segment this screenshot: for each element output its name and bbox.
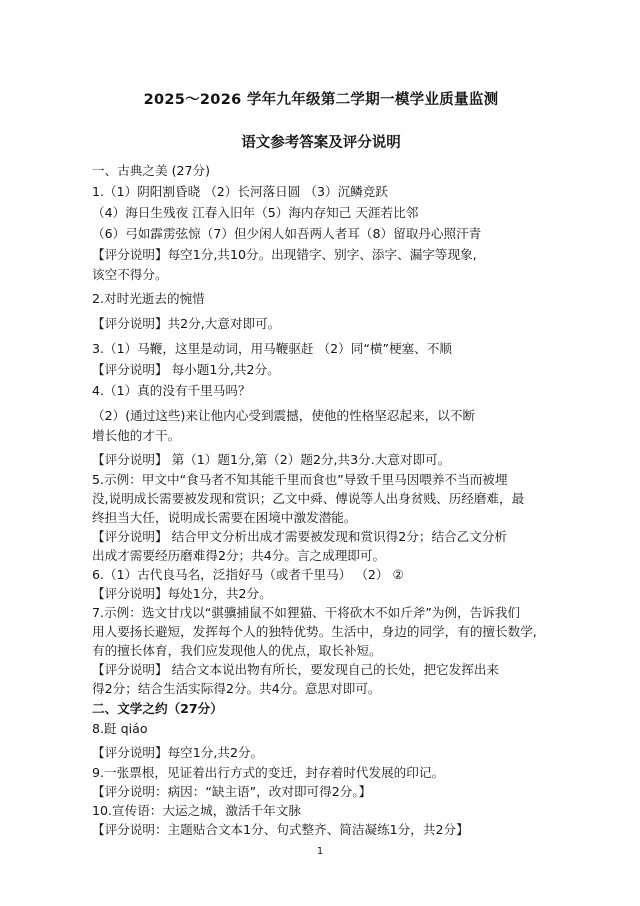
answer-line: 【评分说明】每空1分,共10分。出现错字、别字、添字、漏字等现象, xyxy=(92,247,477,262)
answer-line: （6）弓如霹雳弦惊（7）但少闲人如吾两人者耳（8）留取丹心照汗青 xyxy=(92,226,482,241)
answer-line: （4）海日生残夜 江春入旧年（5）海内存知己 天涯若比邻 xyxy=(92,205,419,220)
answer-line: 7.示例：选文甘戊以“骐骥捕鼠不如狸猫、干将砍木不如斤斧”为例，告诉我们 xyxy=(92,605,521,620)
answer-line: 8.跹 qiáo xyxy=(92,721,148,736)
answer-sheet-page xyxy=(92,88,550,839)
answer-line: 得2分；结合生活实际得2分。共4分。意思对即可。 xyxy=(92,681,381,696)
answer-line: 没,说明成长需要被发现和赏识；乙文中舜、傅说等人出身贫贱、历经磨难，最 xyxy=(92,491,525,506)
answer-line: 4.（1）真的没有千里马吗？ xyxy=(92,383,251,398)
answer-line: 10.宣传语：大运之城，激活千年文脉 xyxy=(92,803,301,818)
answer-line: 5.示例：甲文中“食马者不知其能千里而食也”导致千里马因喂养不当而被埋 xyxy=(92,472,508,487)
answer-line: 【评分说明】每空1分,共2分。 xyxy=(92,745,264,760)
answer-line: 【评分说明：病因：“缺主语”，改对即可得2分。】 xyxy=(92,784,372,799)
answer-line: 【评分说明】 结合甲文分析出成才需要被发现和赏识得2分；结合乙文分析 xyxy=(92,529,508,544)
answer-line: 【评分说明：主题贴合文本1分、句式整齐、简洁凝练1分，共2分】 xyxy=(92,822,469,837)
answer-line: 2.对时光逝去的惋惜 xyxy=(92,291,205,306)
answer-line: 有的擅长体育，我们应发现他人的优点，取长补短。 xyxy=(92,643,382,658)
answer-line: 3.（1）马鞭，这里是动词，用马鞭驱赶 （2）同“横”梗塞、不顺 xyxy=(92,341,452,356)
answer-line: 增长他的才干。 xyxy=(92,428,181,443)
answer-line: 用人要扬长避短，发挥每个人的独特优势。生活中，身边的同学，有的擅长数学, xyxy=(92,624,537,639)
section-heading: 一、古典之美 (27分) xyxy=(92,163,211,178)
answer-line: 9.一张票根，见证着出行方式的变迁，封存着时代发展的印记。 xyxy=(92,765,445,780)
document-subtitle: 语文参考答案及评分说明 xyxy=(241,135,401,151)
answer-line: 1.（1）阴阳割昏晓 （2）长河落日圆 （3）沉鳞竞跃 xyxy=(92,184,388,199)
answer-line: （2）(通过这些)来让他内心受到震撼，使他的性格坚忍起来，以不断 xyxy=(92,408,476,423)
section-heading: 二、文学之约（27分） xyxy=(92,701,223,716)
page-number: 1 xyxy=(316,846,324,857)
answer-line: 【评分说明】 结合文本说出物有所长，要发现自己的长处，把它发挥出来 xyxy=(92,662,500,677)
answer-content xyxy=(92,160,550,839)
answer-line: 该空不得分。 xyxy=(92,267,168,282)
answer-line: 【评分说明】 每小题1分,共2分。 xyxy=(92,362,280,377)
answer-line: 【评分说明】 第（1）题1分,第（2）题2分,共3分.大意对即可。 xyxy=(92,452,451,467)
answer-line: 终担当大任，说明成长需要在困境中激发潜能。 xyxy=(92,510,357,525)
answer-line: 【评分说明】共2分,大意对即可。 xyxy=(92,316,281,331)
answer-line: 【评分说明】每处1分，共2分。 xyxy=(92,586,272,601)
answer-line: 出成才需要经历磨难得2分；共4分。言之成理即可。 xyxy=(92,548,386,563)
exam-title: 2025～2026 学年九年级第二学期一模学业质量监测 xyxy=(143,92,499,108)
answer-line: 6.（1）古代良马名，泛指好马（或者千里马） （2） ② xyxy=(92,567,404,582)
